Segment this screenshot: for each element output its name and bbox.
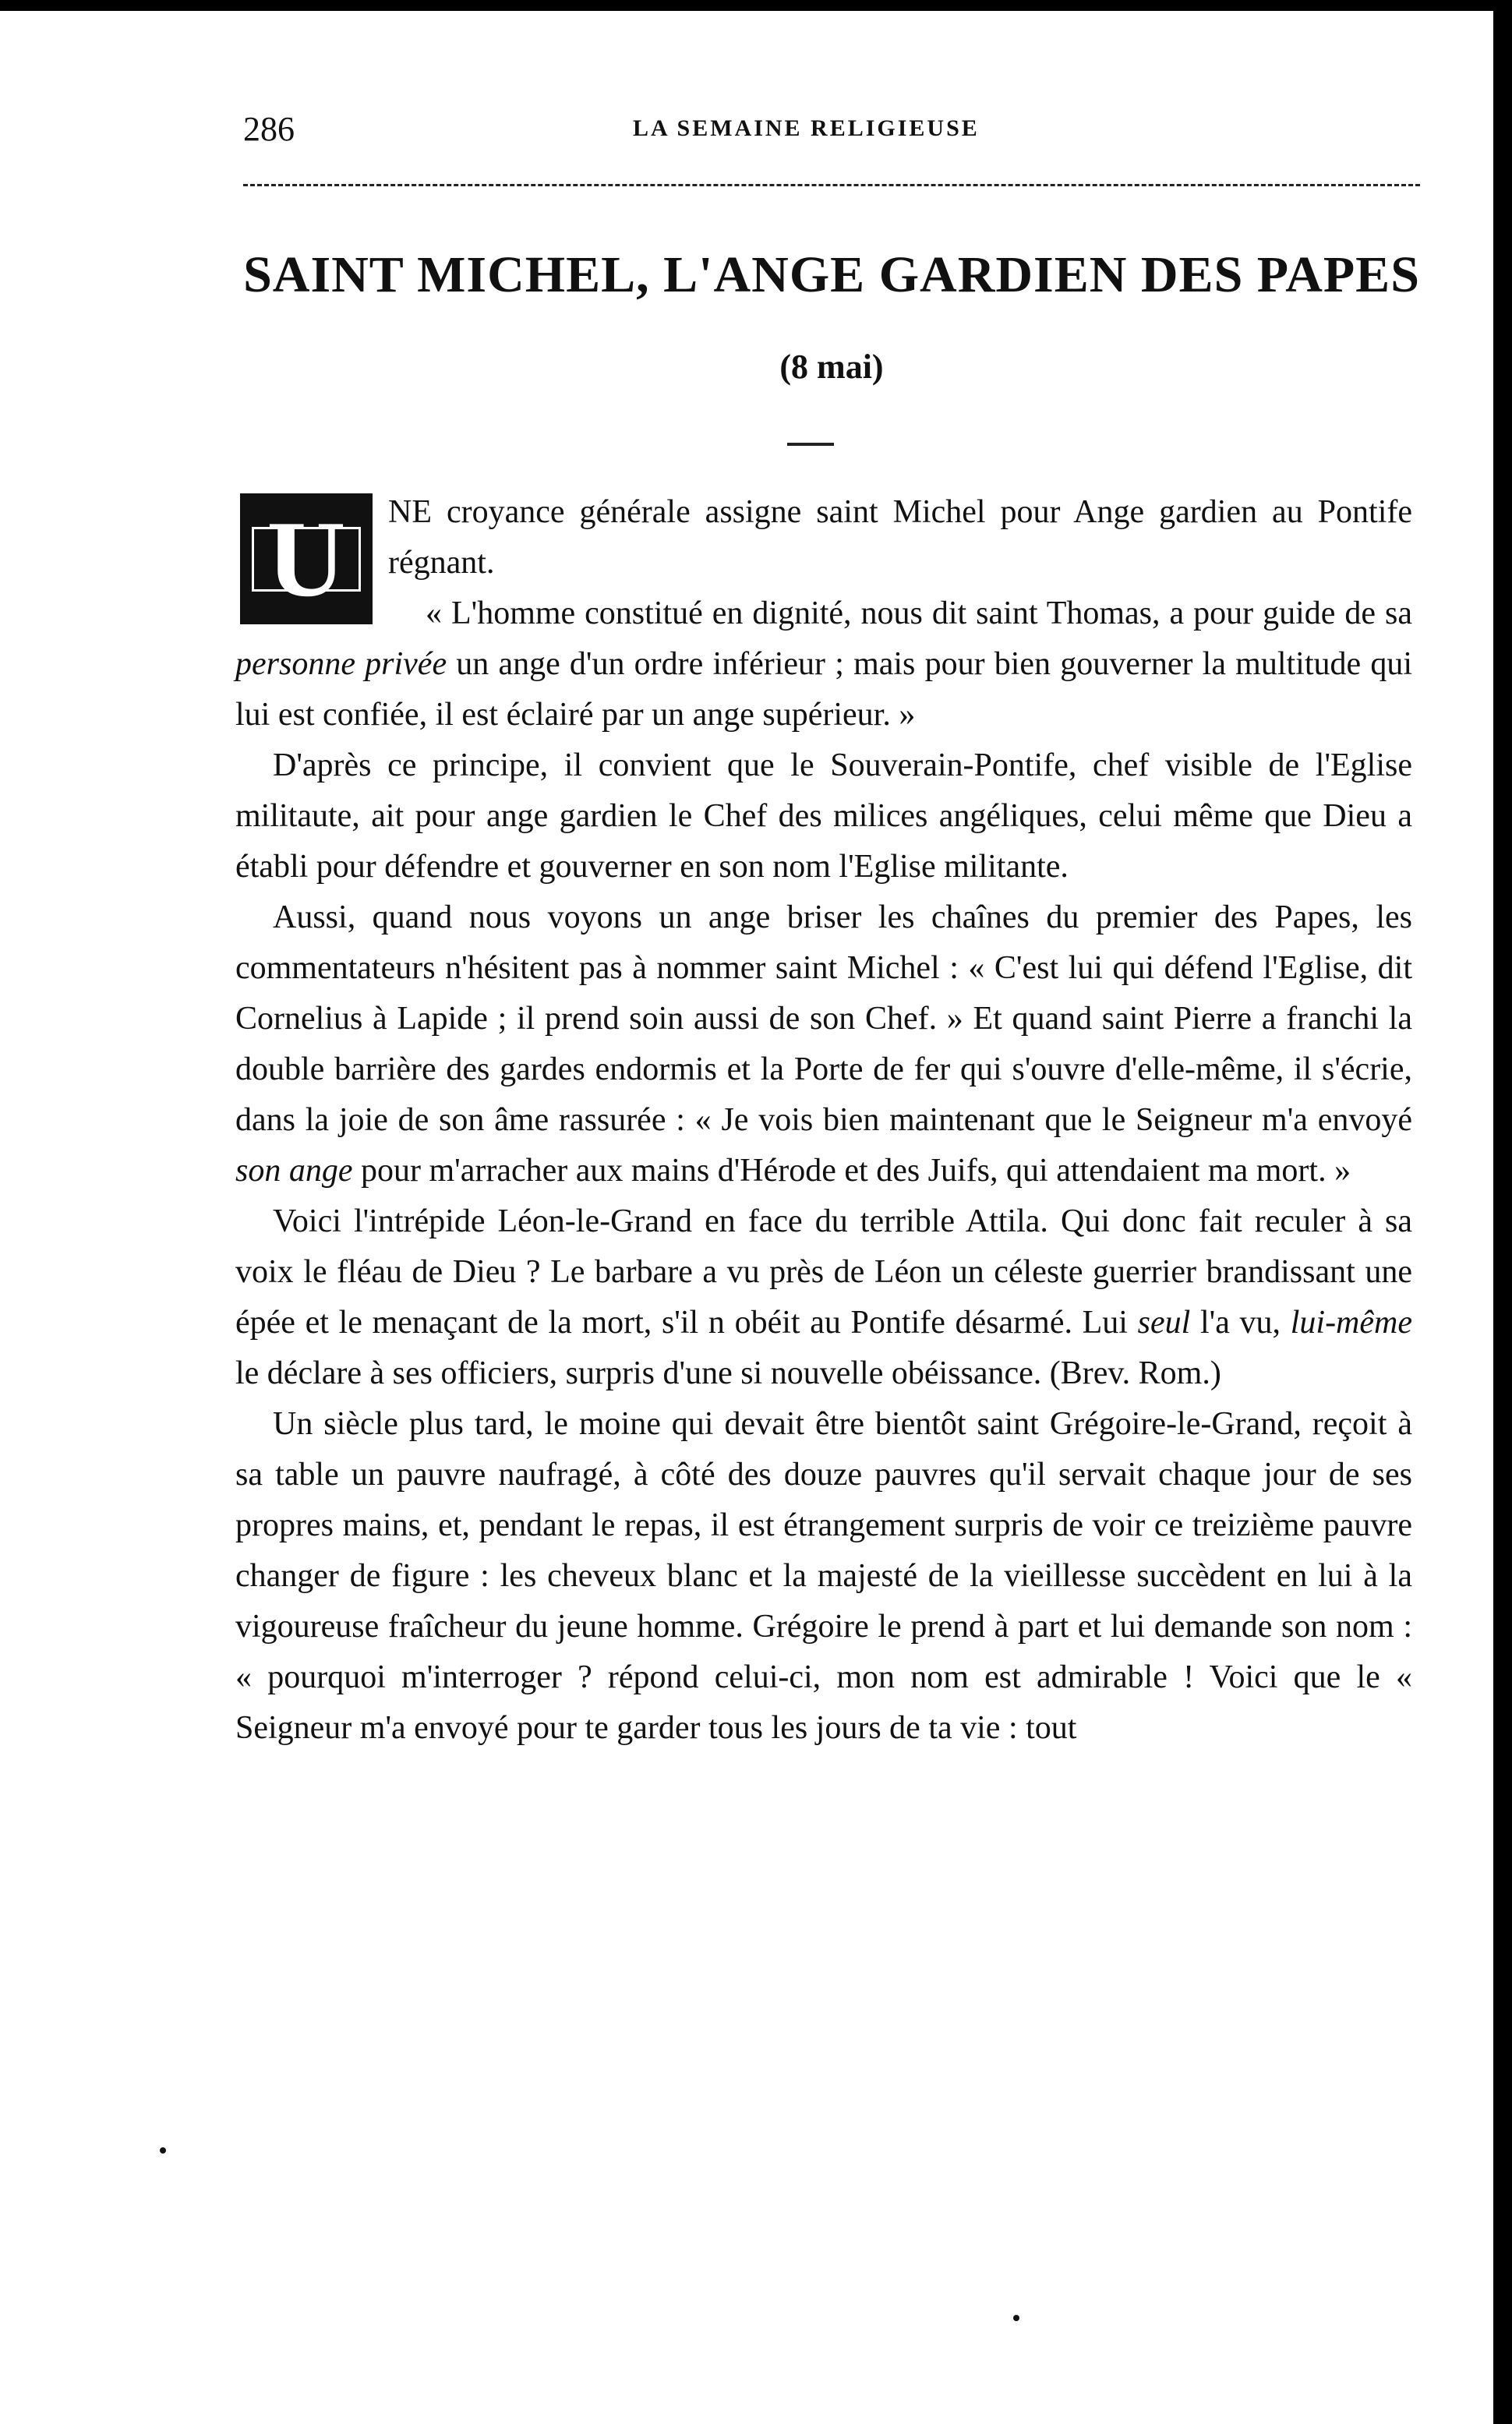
paragraph-4 bbox=[235, 892, 1412, 1196]
scan-speck bbox=[160, 2147, 166, 2154]
paragraph-5-text-a: Voici l'intrépide Léon-le-Grand en face du terrible Attila. Qui donc fait reculer à sa voix le fléau de Dieu ? Le barbare a vu près de Léon un céleste guerrier brandissant une épée et le menaçant de la mort, s'il n obéit au Pontife désarmé. Lui bbox=[235, 1203, 1412, 1341]
title-separator bbox=[787, 443, 834, 446]
scan-edge-top bbox=[0, 0, 1512, 11]
scan-edge-right bbox=[1493, 0, 1512, 2424]
drop-cap bbox=[240, 493, 373, 624]
scan-speck bbox=[1013, 2315, 1019, 2321]
running-title: LA SEMAINE RELIGIEUSE bbox=[633, 115, 980, 141]
paragraph-6: Un siècle plus tard, le moine qui devait être bientôt saint Grégoire-le-Grand, reçoit à sa table un pauvre naufragé, à côté des douze pauvres qu'il servait chaque jour de ses propres mains, et, pendant le repas, il est étrangement surpris de voir ce treizième pauvre changer de figure : les cheveux blanc et la majesté de la vieillesse succèdent en lui à la vigoureuse fraîcheur du jeune homme. Grégoire le prend à part et lui demande son nom : « pourquoi m'interroger ? répond celui-ci, mon nom est admirable ! Voici que le « Seigneur m'a envoyé pour te garder tous les jours de ta vie : tout bbox=[235, 1406, 1412, 1746]
paragraph-2-emphasis: personne privée bbox=[235, 646, 447, 682]
article-body bbox=[235, 487, 1412, 1754]
header-rule bbox=[243, 184, 1420, 186]
paragraph-4-emphasis: son ange bbox=[235, 1153, 353, 1189]
paragraph-2-text-a: « L'homme constitué en dignité, nous dit saint Thomas, a pour guide de sa bbox=[426, 595, 1412, 631]
article-title: SAINT MICHEL, L'ANGE GARDIEN DES PAPES bbox=[243, 246, 1420, 303]
paragraph-5 bbox=[235, 1196, 1412, 1399]
paragraph-2-text-b: un ange d'un ordre inférieur ; mais pour bien gouverner la multitude qui lui est confiée, il est éclairé par un ange supérieur. » bbox=[235, 646, 1412, 733]
paragraph-5-emphasis-2: lui-même bbox=[1290, 1305, 1413, 1341]
paragraph-3: D'après ce principe, il convient que le Souverain-Pontife, chef visible de l'Eglise militaute, ait pour ange gardien le Chef des milices angéliques, celui même que Dieu a établi pour défendre et gouverner en son nom l'Eglise militante. bbox=[235, 747, 1412, 885]
paragraph-4-text-b: pour m'arracher aux mains d'Hérode et des Juifs, qui attendaient ma mort. » bbox=[352, 1153, 1351, 1189]
paragraph-5-text-c: le déclare à ses officiers, surpris d'une si nouvelle obéissance. (Brev. Rom.) bbox=[235, 1355, 1221, 1391]
page-number: 286 bbox=[243, 110, 295, 148]
running-header bbox=[243, 109, 1420, 156]
paragraph-5-emphasis-1: seul bbox=[1137, 1305, 1191, 1341]
paragraph-1-text: NE croyance générale assigne saint Michel pour Ange gardien au Pontife régnant. bbox=[388, 494, 1412, 581]
article-date: (8 mai) bbox=[779, 348, 884, 386]
paragraph-5-text-b: l'a vu, bbox=[1190, 1305, 1291, 1341]
drop-cap-letter: U bbox=[259, 534, 353, 585]
paragraph-2 bbox=[235, 588, 1412, 740]
paragraph-4-text-a: Aussi, quand nous voyons un ange briser les chaînes du premier des Papes, les commentateurs n'hésitent pas à nommer saint Michel : « C'est lui qui défend l'Eglise, dit Cornelius à Lapide ; il prend soin aussi de son Chef. » Et quand saint Pierre a franchi la double barrière des gardes endormis et la Porte de fer qui s'ouvre d'elle-même, il s'écrie, dans la joie de son âme rassurée : « Je vois bien maintenant que le Seigneur m'a envoyé bbox=[235, 899, 1412, 1138]
